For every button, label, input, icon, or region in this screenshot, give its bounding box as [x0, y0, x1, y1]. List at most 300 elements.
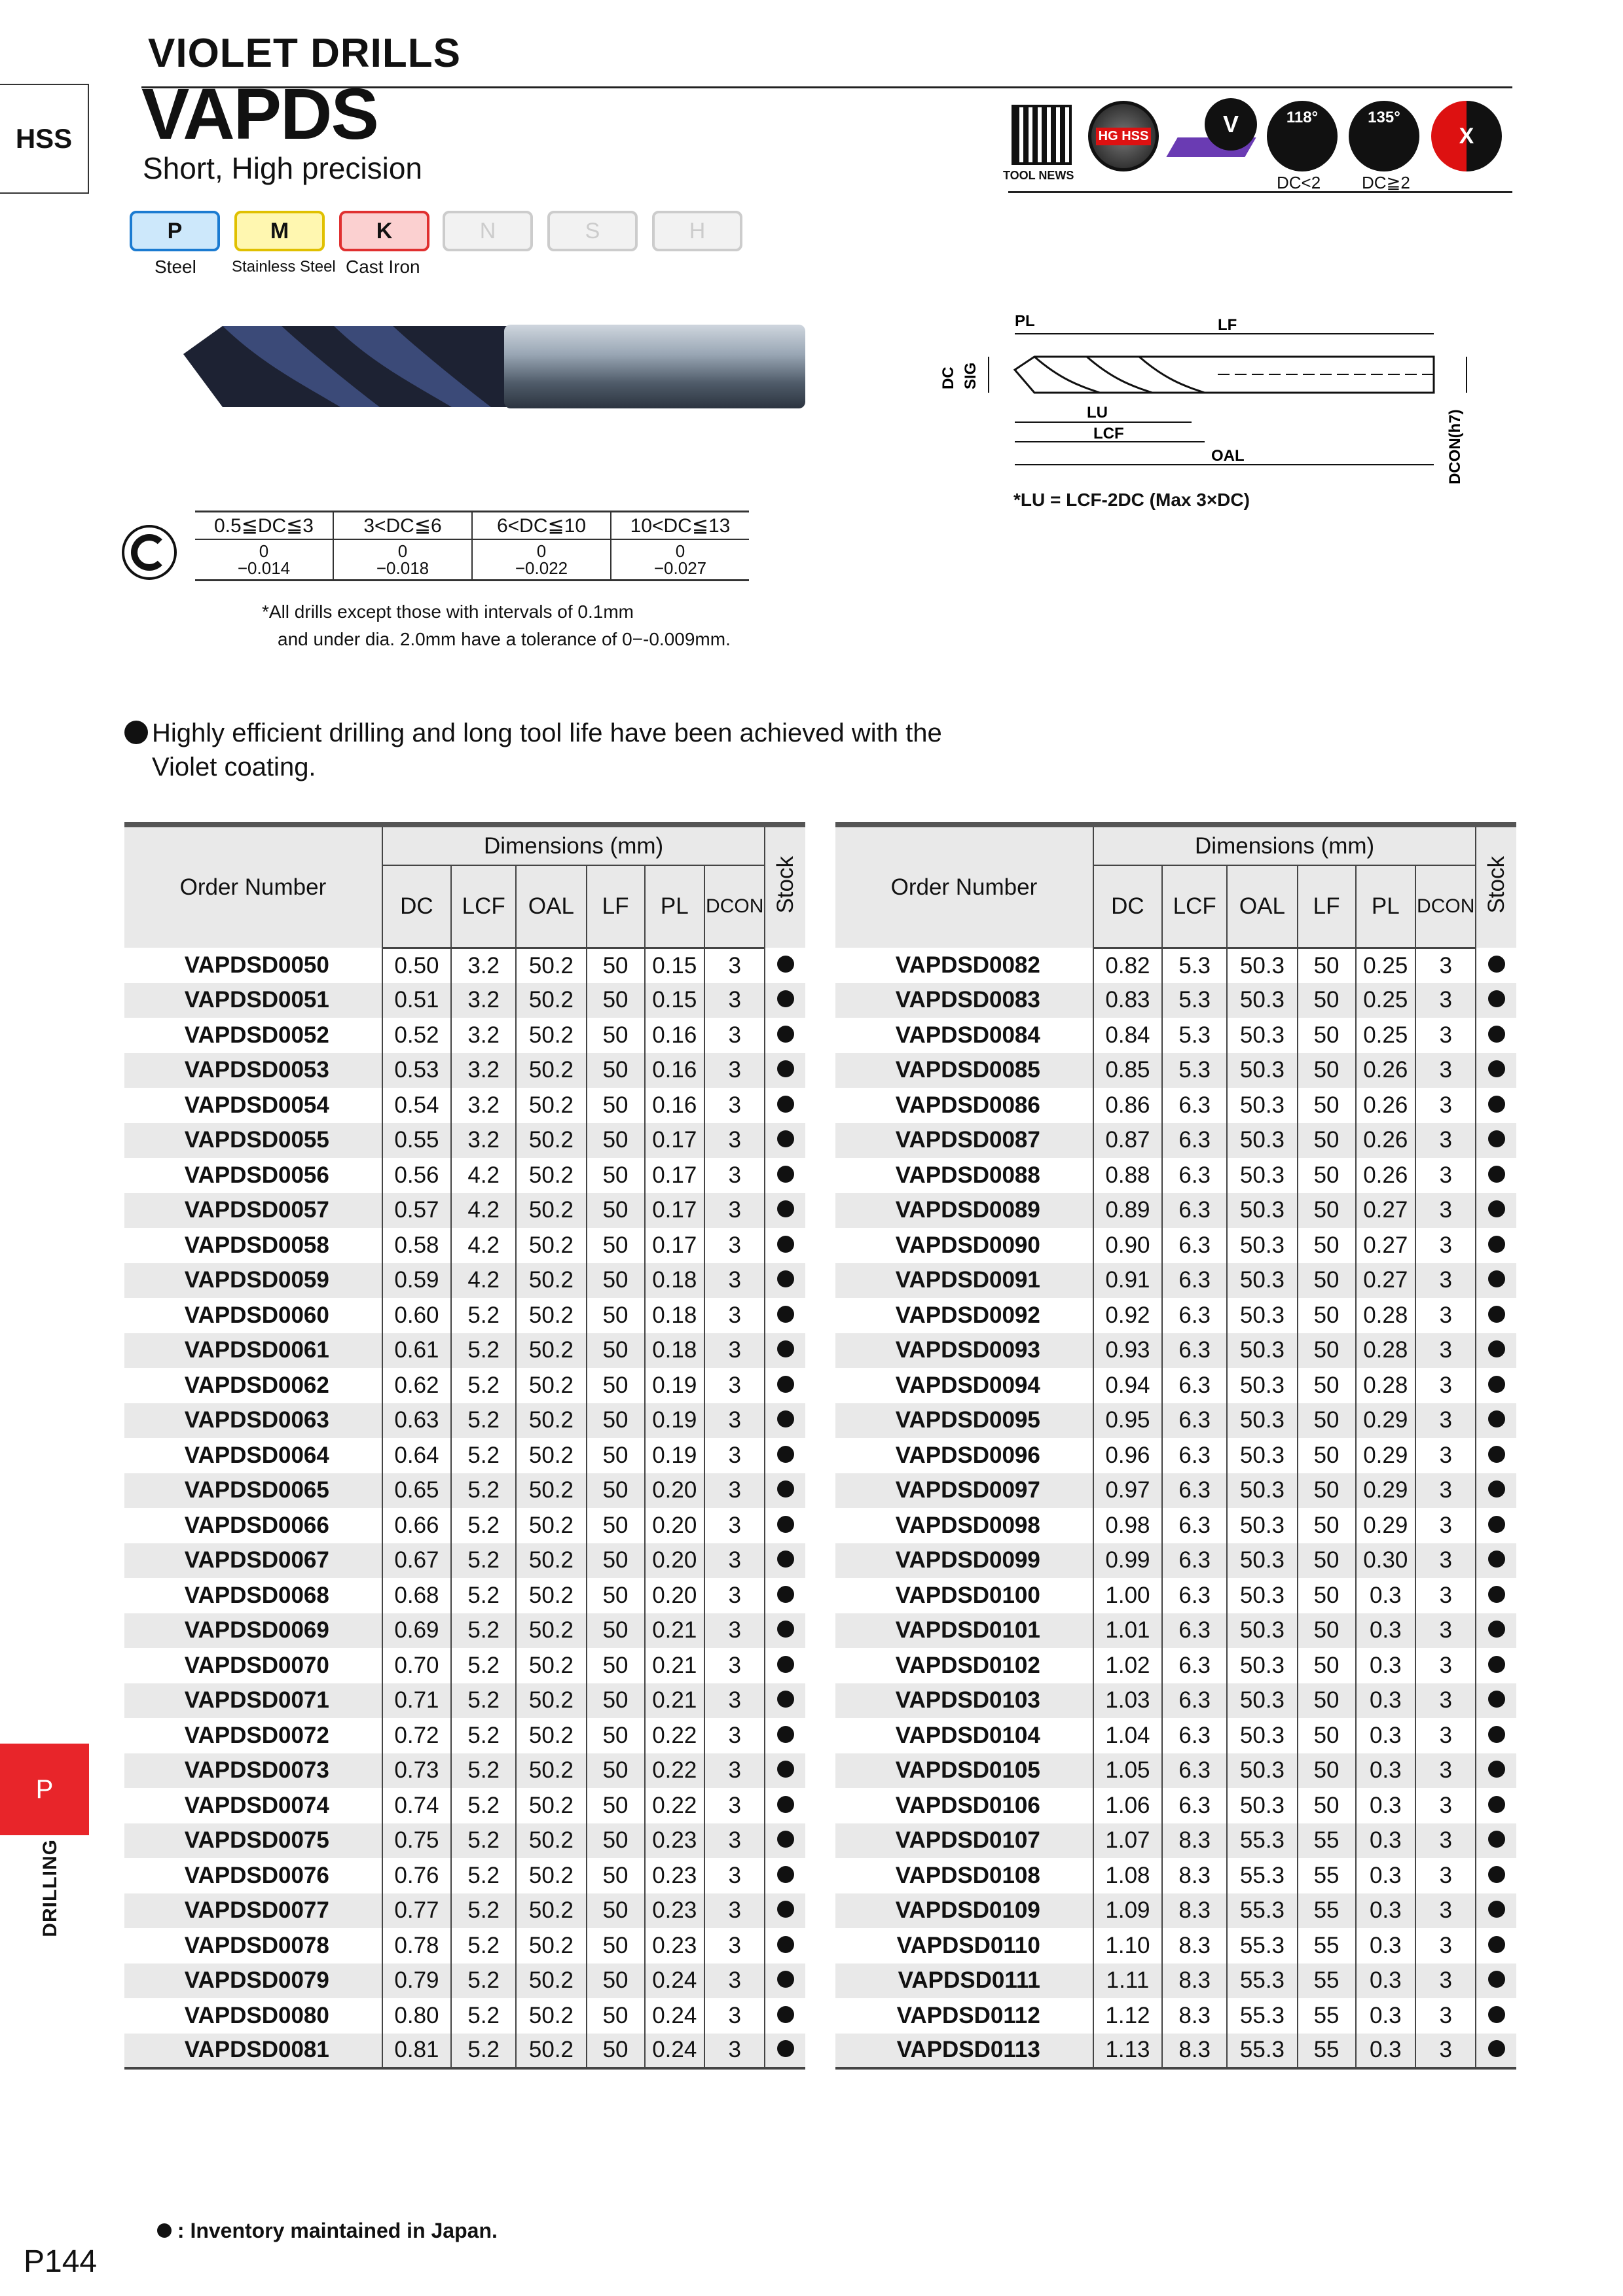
- dc-cell: 0.69: [382, 1613, 451, 1649]
- stock-dot-icon: [1488, 1901, 1505, 1918]
- order-number-cell: VAPDSD0051: [124, 983, 382, 1018]
- dcon-cell: 3: [704, 1228, 765, 1263]
- stock-dot-icon: [777, 1236, 794, 1253]
- lcf-cell: 6.3: [1162, 1088, 1227, 1123]
- dcon-cell: 3: [704, 1928, 765, 1964]
- dcon-cell: 3: [704, 1648, 765, 1683]
- table-row[interactable]: [124, 1928, 805, 1964]
- order-number-cell: VAPDSD0108: [895, 1862, 1040, 1888]
- material-m-label: Stainless Steel: [232, 258, 336, 276]
- table-row[interactable]: [835, 948, 1516, 983]
- stock-cell: [765, 1964, 805, 1999]
- lcf-cell: 4.2: [451, 1193, 516, 1229]
- stock-cell: [765, 1228, 805, 1263]
- order-number-cell: VAPDSD0063: [124, 1403, 382, 1439]
- dc-cell: 0.81: [382, 2034, 451, 2069]
- table-row[interactable]: [124, 1648, 805, 1683]
- dcon-cell: 3: [1415, 1368, 1476, 1403]
- stock-cell: [1476, 1578, 1516, 1613]
- stock-cell: [1476, 1648, 1516, 1683]
- dcon-cell: 3: [704, 2034, 765, 2069]
- order-number-cell: VAPDSD0105: [835, 1753, 1093, 1789]
- order-number-cell: VAPDSD0111: [835, 1964, 1093, 1999]
- pl-cell: 0.20: [645, 1508, 705, 1543]
- product-subtitle: Short, High precision: [143, 151, 422, 185]
- col-dc: DC: [1093, 865, 1162, 948]
- table-row[interactable]: [835, 1508, 1516, 1543]
- stock-header: Stock: [772, 855, 798, 914]
- table-row[interactable]: [124, 1403, 805, 1439]
- table-row[interactable]: [835, 1473, 1516, 1509]
- dc-lt2-label: DC<2: [1277, 173, 1321, 192]
- table-row[interactable]: [835, 1788, 1516, 1823]
- lf-cell: 50: [1298, 1718, 1356, 1753]
- pl-cell: 0.24: [645, 2034, 705, 2069]
- dc-cell: 0.86: [1093, 1088, 1162, 1123]
- table-row[interactable]: [124, 1438, 805, 1473]
- lcf-cell: 5.2: [451, 1298, 516, 1333]
- table-row[interactable]: [835, 1753, 1516, 1789]
- lf-cell: 55: [1298, 2034, 1356, 2069]
- table-row[interactable]: [124, 1964, 805, 1999]
- tol-lower: −0.022: [515, 558, 568, 578]
- order-number-cell: VAPDSD0106: [895, 1792, 1040, 1818]
- lcf-cell: 5.2: [451, 1858, 516, 1893]
- table-row[interactable]: [124, 1998, 805, 2034]
- lf-cell: 55: [1298, 1964, 1356, 1999]
- lf-cell: 50: [587, 1438, 645, 1473]
- oal-cell: 50.2: [516, 1018, 586, 1053]
- stock-cell: [1476, 1263, 1516, 1299]
- table-row[interactable]: [835, 1998, 1516, 2034]
- oal-cell: 50.2: [516, 1403, 586, 1439]
- table-row[interactable]: [124, 1858, 805, 1893]
- table-row[interactable]: [835, 1123, 1516, 1158]
- material-s-badge: S: [547, 211, 638, 251]
- oal-cell: 50.2: [516, 1928, 586, 1964]
- dcon-cell: 3: [704, 1578, 765, 1613]
- dcon-cell: 3: [704, 1298, 765, 1333]
- table-row[interactable]: [835, 1228, 1516, 1263]
- table-row[interactable]: [124, 1228, 805, 1263]
- table-row[interactable]: [124, 983, 805, 1018]
- dc-cell: 1.03: [1093, 1683, 1162, 1719]
- dc-cell: 0.60: [382, 1298, 451, 1333]
- oal-cell: 50.2: [516, 1648, 586, 1683]
- dc-cell: 0.68: [382, 1578, 451, 1613]
- table-row[interactable]: [835, 2034, 1516, 2069]
- stock-cell: [765, 1333, 805, 1369]
- stock-dot-icon: [777, 1971, 794, 1988]
- table-row[interactable]: [124, 1368, 805, 1403]
- stock-dot-icon: [1488, 1480, 1505, 1498]
- table-row[interactable]: [124, 1298, 805, 1333]
- table-row[interactable]: [835, 1543, 1516, 1579]
- header-rule-right: [1008, 191, 1512, 193]
- stock-dot-icon: [777, 1200, 794, 1217]
- dcon-cell: 3: [704, 1964, 765, 1999]
- oal-cell: 50.2: [516, 1508, 586, 1543]
- dcon-cell: 3: [704, 1543, 765, 1579]
- table-row[interactable]: [835, 1158, 1516, 1193]
- table-row[interactable]: [835, 1578, 1516, 1613]
- dcon-cell: 3: [1415, 1263, 1476, 1299]
- lcf-cell: 6.3: [1162, 1263, 1227, 1299]
- schem-dc: DC: [939, 367, 957, 389]
- lf-cell: 50: [1298, 1578, 1356, 1613]
- point-angle-118-icon: 118°: [1267, 101, 1338, 171]
- dc-cell: 1.05: [1093, 1753, 1162, 1789]
- stock-dot-icon: [1488, 1446, 1505, 1463]
- category-title: VIOLET DRILLS: [148, 31, 461, 76]
- order-number-cell: VAPDSD0096: [895, 1442, 1040, 1468]
- stock-dot-icon: [1488, 1971, 1505, 1988]
- dc-cell: 0.89: [1093, 1193, 1162, 1229]
- lcf-cell: 5.2: [451, 1823, 516, 1859]
- order-number-cell: VAPDSD0092: [895, 1302, 1040, 1328]
- dcon-cell: 3: [1415, 1438, 1476, 1473]
- lf-cell: 50: [587, 1823, 645, 1859]
- oal-cell: 50.3: [1227, 1298, 1297, 1333]
- table-row[interactable]: [124, 1823, 805, 1859]
- lcf-cell: 3.2: [451, 983, 516, 1018]
- stock-dot-icon: [1488, 2006, 1505, 2023]
- dc-cell: 0.63: [382, 1403, 451, 1439]
- table-row[interactable]: [835, 1018, 1516, 1053]
- oal-cell: 50.3: [1227, 1403, 1297, 1439]
- table-row[interactable]: [835, 1683, 1516, 1719]
- table-row[interactable]: [124, 1788, 805, 1823]
- order-number-cell: VAPDSD0066: [184, 1512, 329, 1538]
- dc-cell: 0.93: [1093, 1333, 1162, 1369]
- lcf-cell: 3.2: [451, 1088, 516, 1123]
- stock-dot-icon: [1488, 1026, 1505, 1043]
- pl-cell: 0.24: [645, 1964, 705, 1999]
- tolerance-note-line1: *All drills except those with intervals of 0.1mm: [262, 601, 634, 622]
- oal-cell: 55.3: [1227, 1893, 1297, 1929]
- stock-dot-icon: [777, 1901, 794, 1918]
- table-row[interactable]: [835, 1718, 1516, 1753]
- dcon-cell: 3: [704, 1403, 765, 1439]
- table-row[interactable]: [835, 1403, 1516, 1439]
- dc-cell: 0.98: [1093, 1508, 1162, 1543]
- lcf-cell: 6.3: [1162, 1543, 1227, 1579]
- dc-cell: 0.83: [1093, 983, 1162, 1018]
- col-pl: PL: [645, 865, 705, 948]
- pl-cell: 0.18: [645, 1333, 705, 1369]
- tol-value: [333, 539, 472, 581]
- dcon-cell: 3: [1415, 1613, 1476, 1649]
- oal-cell: 50.3: [1227, 1088, 1297, 1123]
- table-row[interactable]: [124, 1018, 805, 1053]
- lcf-cell: 6.3: [1162, 1298, 1227, 1333]
- dcon-cell: 3: [704, 1753, 765, 1789]
- dc-cell: 1.08: [1093, 1858, 1162, 1893]
- table-row[interactable]: [835, 1333, 1516, 1369]
- order-number-cell: VAPDSD0075: [124, 1823, 382, 1859]
- lcf-cell: 6.3: [1162, 1438, 1227, 1473]
- drill-schematic: [930, 308, 1493, 497]
- dc-cell: 0.62: [382, 1368, 451, 1403]
- oal-cell: 50.2: [516, 1053, 586, 1088]
- hss-tab: HSS: [0, 84, 89, 194]
- stock-cell: [1476, 1123, 1516, 1158]
- stock-dot-icon: [1488, 1516, 1505, 1533]
- table-row[interactable]: [124, 1893, 805, 1929]
- lu-note: *LU = LCF-2DC (Max 3×DC): [1013, 490, 1250, 510]
- lf-cell: 50: [587, 1053, 645, 1088]
- pl-cell: 0.26: [1356, 1053, 1416, 1088]
- stock-dot-icon: [1488, 1096, 1505, 1113]
- oal-cell: 50.2: [516, 1998, 586, 2034]
- lf-cell: 50: [587, 1998, 645, 2034]
- stock-dot-icon: [777, 1621, 794, 1638]
- dcon-cell: 3: [704, 1858, 765, 1893]
- lf-cell: 50: [587, 1613, 645, 1649]
- table-row[interactable]: [124, 1683, 805, 1719]
- drill-shank: [504, 325, 805, 408]
- table-row[interactable]: [835, 1964, 1516, 1999]
- lcf-cell: 6.3: [1162, 1333, 1227, 1369]
- pl-cell: 0.17: [645, 1158, 705, 1193]
- pl-cell: 0.19: [645, 1403, 705, 1439]
- table-row[interactable]: [124, 1473, 805, 1509]
- tolerance-icon: [122, 525, 177, 580]
- lcf-cell: 3.2: [451, 1018, 516, 1053]
- schem-oal: OAL: [1211, 447, 1245, 465]
- material-p-badge: P: [130, 211, 220, 251]
- oal-cell: 50.2: [516, 1193, 586, 1229]
- tolerance-note: [262, 598, 731, 653]
- order-number-cell: VAPDSD0097: [835, 1473, 1093, 1509]
- pl-cell: 0.30: [1356, 1543, 1416, 1579]
- dc-cell: 1.12: [1093, 1998, 1162, 2034]
- dcon-cell: 3: [704, 1438, 765, 1473]
- oal-cell: 55.3: [1227, 1998, 1297, 2034]
- hghss-label: HG HSS: [1096, 128, 1152, 145]
- tol-upper: 0: [259, 541, 269, 561]
- table-row[interactable]: [124, 1158, 805, 1193]
- order-number-cell: VAPDSD0085: [835, 1053, 1093, 1088]
- lf-cell: 50: [1298, 1438, 1356, 1473]
- lf-cell: 50: [1298, 1368, 1356, 1403]
- dcon-cell: 3: [1415, 1718, 1476, 1753]
- table-row[interactable]: [124, 2034, 805, 2069]
- lcf-cell: 3.2: [451, 1053, 516, 1088]
- table-row[interactable]: [835, 1193, 1516, 1229]
- order-number-cell: VAPDSD0087: [835, 1123, 1093, 1158]
- lcf-cell: 5.2: [451, 1333, 516, 1369]
- section-label-drilling: DRILLING: [39, 1839, 61, 1937]
- stock-cell: [765, 1578, 805, 1613]
- table-row[interactable]: [835, 1298, 1516, 1333]
- stock-dot-icon: [1488, 1306, 1505, 1323]
- lcf-cell: 5.3: [1162, 983, 1227, 1018]
- dcon-cell: 3: [704, 1263, 765, 1299]
- table-row[interactable]: [835, 1893, 1516, 1929]
- table-row[interactable]: [124, 1718, 805, 1753]
- product-table-right: [835, 822, 1516, 2070]
- table-row[interactable]: [835, 1613, 1516, 1649]
- pl-cell: 0.17: [645, 1193, 705, 1229]
- oal-cell: 50.3: [1227, 1368, 1297, 1403]
- stock-cell: [765, 948, 805, 983]
- stock-dot-icon: [777, 1586, 794, 1603]
- lcf-cell: 6.3: [1162, 1613, 1227, 1649]
- pl-cell: 0.22: [645, 1753, 705, 1789]
- pl-cell: 0.3: [1356, 1964, 1416, 1999]
- stock-cell: [1476, 1543, 1516, 1579]
- oal-cell: 50.2: [516, 983, 586, 1018]
- col-dcon: DCON: [704, 865, 765, 948]
- stock-dot-icon: [1488, 1270, 1505, 1287]
- table-row[interactable]: [835, 1263, 1516, 1299]
- lf-cell: 50: [587, 1928, 645, 1964]
- oal-cell: 50.2: [516, 1788, 586, 1823]
- dcon-cell: 3: [704, 1893, 765, 1929]
- lf-cell: 50: [587, 1893, 645, 1929]
- order-number-cell: VAPDSD0084: [895, 1022, 1040, 1048]
- dc-cell: 1.02: [1093, 1648, 1162, 1683]
- table-row[interactable]: [124, 1543, 805, 1579]
- oal-cell: 50.3: [1227, 1053, 1297, 1088]
- lf-cell: 50: [1298, 1403, 1356, 1439]
- oal-cell: 50.3: [1227, 1578, 1297, 1613]
- tol-range: 3<DC≦6: [333, 512, 472, 540]
- table-row[interactable]: [124, 1193, 805, 1229]
- dc-cell: 0.84: [1093, 1018, 1162, 1053]
- lcf-cell: 5.2: [451, 1648, 516, 1683]
- order-number-cell: VAPDSD0074: [184, 1792, 329, 1818]
- dc-cell: 0.56: [382, 1158, 451, 1193]
- order-number-cell: VAPDSD0082: [895, 952, 1040, 978]
- stock-cell: [1476, 1228, 1516, 1263]
- table-row[interactable]: [124, 1053, 805, 1088]
- pl-cell: 0.23: [645, 1823, 705, 1859]
- lf-cell: 55: [1298, 1893, 1356, 1929]
- pl-cell: 0.3: [1356, 1718, 1416, 1753]
- oal-cell: 50.2: [516, 2034, 586, 2069]
- oal-cell: 50.2: [516, 1333, 586, 1369]
- lcf-cell: 5.2: [451, 1473, 516, 1509]
- section-tab-p[interactable]: P: [0, 1744, 89, 1835]
- stock-cell: [1476, 1753, 1516, 1789]
- order-number-cell: VAPDSD0052: [184, 1022, 329, 1048]
- stock-cell: [1476, 1018, 1516, 1053]
- dcon-cell: 3: [1415, 1018, 1476, 1053]
- lf-cell: 50: [587, 1578, 645, 1613]
- stock-cell: [1476, 1893, 1516, 1929]
- stock-dot-icon: [1488, 1166, 1505, 1183]
- pl-cell: 0.27: [1356, 1193, 1416, 1229]
- lf-cell: 50: [1298, 1788, 1356, 1823]
- dc-cell: 1.11: [1093, 1964, 1162, 1999]
- table-row[interactable]: [124, 948, 805, 983]
- lcf-cell: 6.3: [1162, 1508, 1227, 1543]
- table-row[interactable]: [124, 1578, 805, 1613]
- dcon-cell: 3: [1415, 948, 1476, 983]
- oal-cell: 50.3: [1227, 1438, 1297, 1473]
- order-number-cell: VAPDSD0067: [124, 1543, 382, 1579]
- lf-cell: 50: [587, 1508, 645, 1543]
- dc-cell: 0.50: [382, 948, 451, 983]
- lcf-cell: 5.2: [451, 1508, 516, 1543]
- stock-cell: [765, 1858, 805, 1893]
- lf-cell: 55: [1298, 1823, 1356, 1859]
- order-number-cell: VAPDSD0103: [835, 1683, 1093, 1719]
- table-row[interactable]: [124, 1088, 805, 1123]
- order-number-cell: VAPDSD0086: [895, 1092, 1040, 1118]
- dcon-cell: 3: [704, 948, 765, 983]
- table-row[interactable]: [835, 1438, 1516, 1473]
- order-number-cell: VAPDSD0088: [895, 1162, 1040, 1188]
- feature-line2: Violet coating.: [152, 753, 316, 781]
- dcon-cell: 3: [704, 1158, 765, 1193]
- oal-cell: 50.2: [516, 1964, 586, 1999]
- pl-cell: 0.3: [1356, 1998, 1416, 2034]
- oal-cell: 50.2: [516, 1858, 586, 1893]
- lf-cell: 50: [1298, 1648, 1356, 1683]
- table-row[interactable]: [124, 1613, 805, 1649]
- order-number-cell: VAPDSD0064: [184, 1442, 329, 1468]
- pl-cell: 0.23: [645, 1858, 705, 1893]
- dc-cell: 0.77: [382, 1893, 451, 1929]
- qr-code-icon[interactable]: [1012, 105, 1072, 165]
- table-row[interactable]: [124, 1263, 805, 1299]
- stock-dot-icon: [1488, 1831, 1505, 1848]
- stock-dot-icon: [777, 1026, 794, 1043]
- table-row[interactable]: [124, 1508, 805, 1543]
- lcf-cell: 5.2: [451, 1613, 516, 1649]
- lcf-cell: 8.3: [1162, 1998, 1227, 2034]
- table-row[interactable]: [835, 1368, 1516, 1403]
- table-row[interactable]: [124, 1753, 805, 1789]
- schem-lcf: LCF: [1093, 425, 1124, 442]
- stock-cell: [765, 1788, 805, 1823]
- table-row[interactable]: [835, 983, 1516, 1018]
- order-number-cell: VAPDSD0059: [124, 1263, 382, 1299]
- dc-cell: 0.52: [382, 1018, 451, 1053]
- dc-cell: 0.90: [1093, 1228, 1162, 1263]
- order-number-cell: VAPDSD0055: [124, 1123, 382, 1158]
- stock-cell: [1476, 1193, 1516, 1229]
- table-row[interactable]: [124, 1333, 805, 1369]
- table-row[interactable]: [835, 1928, 1516, 1964]
- stock-dot-icon: [1488, 1376, 1505, 1393]
- table-row[interactable]: [835, 1823, 1516, 1859]
- dc-cell: 0.55: [382, 1123, 451, 1158]
- table-row[interactable]: [835, 1088, 1516, 1123]
- pl-cell: 0.26: [1356, 1158, 1416, 1193]
- table-row[interactable]: [835, 1858, 1516, 1893]
- dc-cell: 0.74: [382, 1788, 451, 1823]
- table-row[interactable]: [835, 1053, 1516, 1088]
- dcon-cell: 3: [1415, 1333, 1476, 1369]
- oal-cell: 50.2: [516, 1263, 586, 1299]
- lcf-cell: 5.2: [451, 1438, 516, 1473]
- pl-cell: 0.3: [1356, 1578, 1416, 1613]
- oal-cell: 50.2: [516, 1158, 586, 1193]
- stock-cell: [1476, 1683, 1516, 1719]
- order-number-cell: VAPDSD0056: [184, 1162, 329, 1188]
- dc-cell: 1.04: [1093, 1718, 1162, 1753]
- tol-upper: 0: [397, 541, 408, 561]
- stock-dot-icon: [777, 1130, 794, 1147]
- dcon-cell: 3: [704, 1193, 765, 1229]
- table-row[interactable]: [835, 1648, 1516, 1683]
- table-row[interactable]: [124, 1123, 805, 1158]
- pl-cell: 0.24: [645, 1998, 705, 2034]
